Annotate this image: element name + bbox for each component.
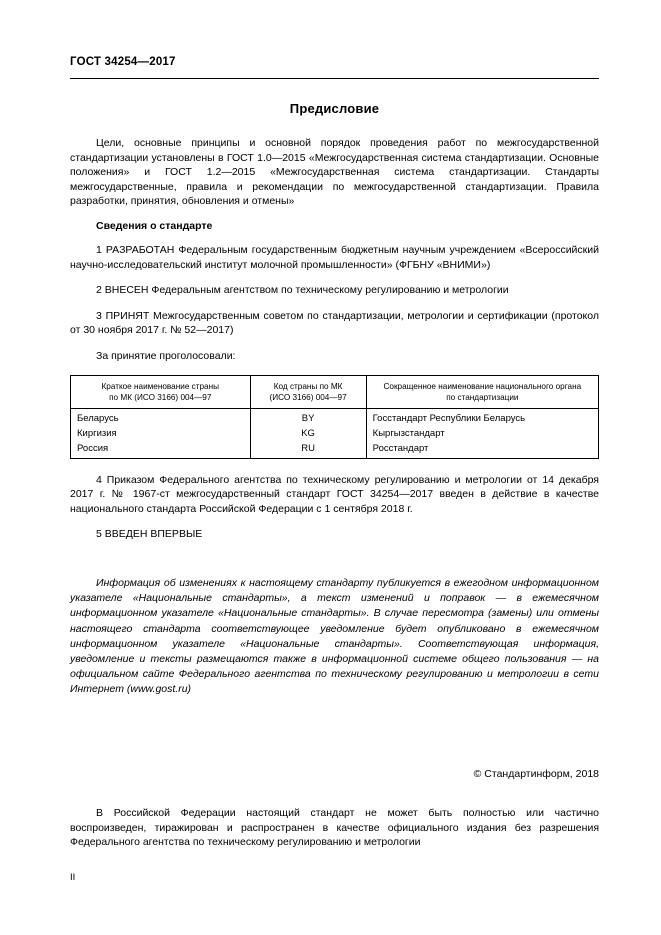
table-row <box>71 441 599 459</box>
copyright-line: © Стандартинформ, 2018 <box>473 768 599 780</box>
table-row <box>71 426 599 441</box>
clause-1: 1 РАЗРАБОТАН Федеральным государственным бюджетным научным учреждением «Всероссийский научно-исследовательский институт молочной промышленности» (ФГБНУ «ВНИМИ») <box>70 243 599 271</box>
table-header-body: Сокращенное наименование национального органа по стандартизации <box>366 375 598 408</box>
page-number: II <box>70 872 76 883</box>
cell-body: Кыргызстандарт <box>366 426 598 441</box>
table-header-code: Код страны по МК (ИСО 3166) 004—97 <box>250 375 366 408</box>
page-title: Предисловие <box>289 101 380 116</box>
clause-5: 5 ВВЕДЕН ВПЕРВЫЕ <box>96 528 203 541</box>
vote-caption: За принятие проголосовали: <box>96 349 236 362</box>
votes-table <box>70 375 599 459</box>
amendment-notice: Информация об изменениях к настоящему стандарту публикуется в ежегодном информационном указателе «Национальные стандарты», а текст изменений и поправок — в ежемесячном информационном указателе «Национальные стандарты». В случае пересмотра (замены) или отмены настоящего стандарта соответствующее уведомление будет опубликовано в ежемесячном информационном указателе «Национальные стандарты». Соответствующая информация, уведомление и тексты размещаются также в информационной системе общего пользования — на официальном сайте Федерального агентства по техническому регулированию и метрологии в сети Интернет (www.gost.ru) <box>70 576 599 696</box>
cell-country: Россия <box>71 441 251 459</box>
table-header-country: Краткое наименование страны по МК (ИСО 3166) 004—97 <box>71 375 251 408</box>
cell-body: Госстандарт Республики Беларусь <box>366 408 598 426</box>
standard-number: ГОСТ 34254—2017 <box>70 56 176 68</box>
table-row <box>71 408 599 426</box>
reproduction-notice: В Российской Федерации настоящий стандарт не может быть полностью или частично воспроизведен, тиражирован и распространен в качестве официального издания без разрешения Федерального агентства по техническому регулированию и метрологии <box>70 807 599 849</box>
intro-paragraph: Цели, основные принципы и основной порядок проведения работ по межгосударственной стандартизации установлены в ГОСТ 1.0—2015 «Межгосударственная система стандартизации. Основные положения» и ГОСТ 1.2—2015 «Межгосударственная система стандартизации. Стандарты межгосударственные, правила и рекомендации по межгосударственной стандартизации. Правила разработки, принятия, обновления и отмены» <box>70 137 599 208</box>
cell-country: Киргизия <box>71 426 251 441</box>
section-heading-standard-info: Сведения о стандарте <box>96 219 213 232</box>
header-rule <box>70 78 599 79</box>
clause-3: 3 ПРИНЯТ Межгосударственным советом по стандартизации, метрологии и сертификации (протокол от 30 ноября 2017 г. № 52—2017) <box>70 309 599 337</box>
cell-body: Росстандарт <box>366 441 598 459</box>
cell-code: KG <box>250 426 366 441</box>
table-header-row <box>71 375 599 408</box>
clause-2: 2 ВНЕСЕН Федеральным агентством по техническому регулированию и метрологии <box>96 284 509 297</box>
cell-code: RU <box>250 441 366 459</box>
clause-4: 4 Приказом Федерального агентства по техническому регулированию и метрологии от 14 декабря 2017 г. № 1967-ст межгосударственный стандарт ГОСТ 34254—2017 введен в действие в качестве национального стандарта Российской Федерации с 1 сентября 2018 г. <box>70 473 599 515</box>
cell-country: Беларусь <box>71 408 251 426</box>
cell-code: BY <box>250 408 366 426</box>
